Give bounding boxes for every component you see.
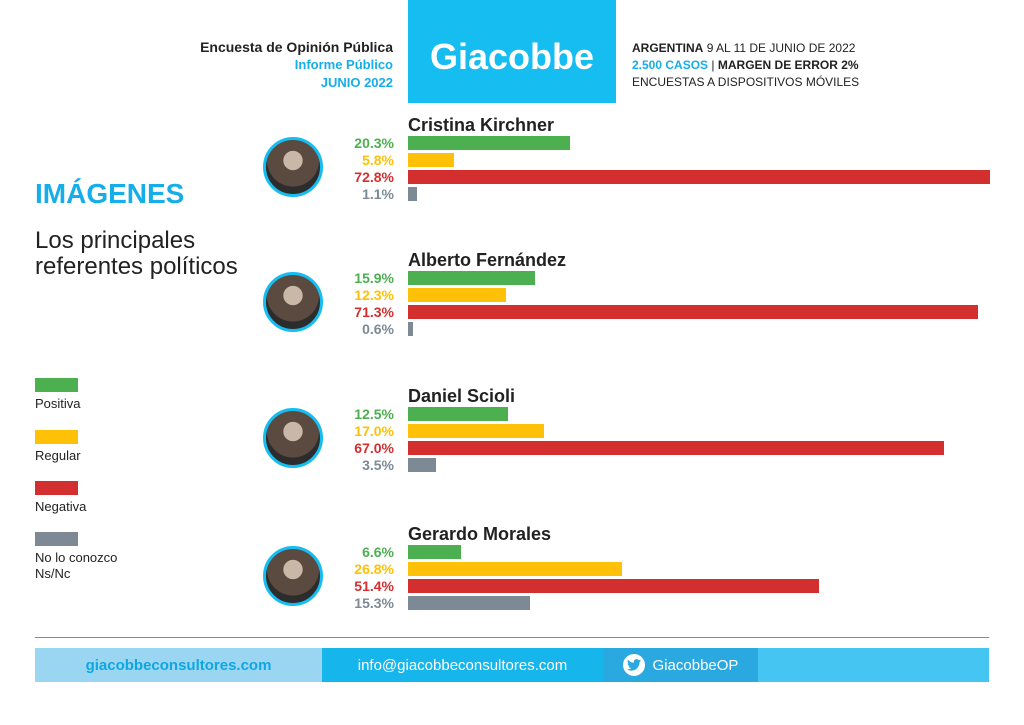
candidate-photo [263,546,323,606]
brand-logo: Giacobbe [408,0,616,103]
data-label-negativa: 71.3% [354,304,394,320]
bar-positiva [408,136,570,150]
data-label-negativa: 51.4% [354,578,394,594]
data-label-regular: 26.8% [354,561,394,577]
candidate-name: Alberto Fernández [408,250,567,270]
page-subtitle: Los principales referentes políticos [35,227,238,280]
data-label-positiva: 20.3% [354,135,394,151]
candidate-name: Daniel Scioli [408,386,516,406]
legend-ns [35,532,155,582]
divider [35,637,989,638]
bar-ns [408,596,530,610]
survey-info [632,40,859,91]
email-link[interactable]: info@giacobbeconsultores.com [322,648,603,682]
bar-ns [408,458,436,472]
candidate-photo [263,137,323,197]
twitter-handle: GiacobbeOP [652,656,739,674]
survey-dates: 9 AL 11 DE JUNIO DE 2022 [706,41,856,55]
legend-swatch [35,481,78,495]
separator: | [711,58,715,72]
bar-negativa [408,441,944,455]
data-label-negativa: 72.8% [354,169,394,185]
data-label-negativa: 67.0% [354,440,394,456]
survey-title: Encuesta de Opinión Pública [200,39,393,55]
candidate-photo [263,408,323,468]
bar-positiva [408,545,461,559]
bar-regular [408,288,506,302]
bar-negativa [408,305,978,319]
twitter-link[interactable] [603,648,758,682]
bar-negativa [408,579,819,593]
legend-regular [35,430,81,464]
data-label-ns: 15.3% [354,595,394,611]
bar-regular [408,153,454,167]
bar-regular [408,424,544,438]
legend-negativa [35,481,86,515]
data-label-ns: 3.5% [362,457,394,473]
bar-positiva [408,271,535,285]
legend-swatch [35,378,78,392]
error-margin: MARGEN DE ERROR 2% [717,58,859,72]
candidate-photo [263,272,323,332]
legend-label: Negativa [35,499,87,514]
legend-swatch [35,430,78,444]
country: ARGENTINA [632,41,704,55]
legend-swatch [35,532,78,546]
report-date: JUNIO 2022 [320,75,393,90]
legend-label: Positiva [35,396,81,411]
footer-spacer [758,648,989,682]
data-label-positiva: 15.9% [354,270,394,286]
website-link[interactable]: giacobbeconsultores.com [35,648,322,682]
data-label-regular: 5.8% [362,152,394,168]
legend-label: No lo conozco Ns/Nc [35,550,118,581]
data-label-regular: 12.3% [354,287,394,303]
footer [35,648,989,682]
sample-size: 2.500 CASOS [632,58,709,72]
bar-ns [408,187,417,201]
data-label-positiva: 6.6% [362,544,394,560]
data-label-positiva: 12.5% [354,406,394,422]
survey-header [200,38,393,92]
bar-ns [408,322,413,336]
bar-positiva [408,407,508,421]
candidate-name: Cristina Kirchner [408,115,555,135]
method: ENCUESTAS A DISPOSITIVOS MÓVILES [632,75,860,89]
report-type: Informe Público [294,57,393,72]
bar-regular [408,562,622,576]
legend-positiva [35,378,81,412]
bar-negativa [408,170,990,184]
data-label-regular: 17.0% [354,423,394,439]
candidate-name: Gerardo Morales [408,524,552,544]
data-label-ns: 0.6% [362,321,394,337]
legend-label: Regular [35,448,81,463]
data-label-ns: 1.1% [362,186,394,202]
twitter-icon [623,654,645,676]
page-title: IMÁGENES [35,178,185,209]
